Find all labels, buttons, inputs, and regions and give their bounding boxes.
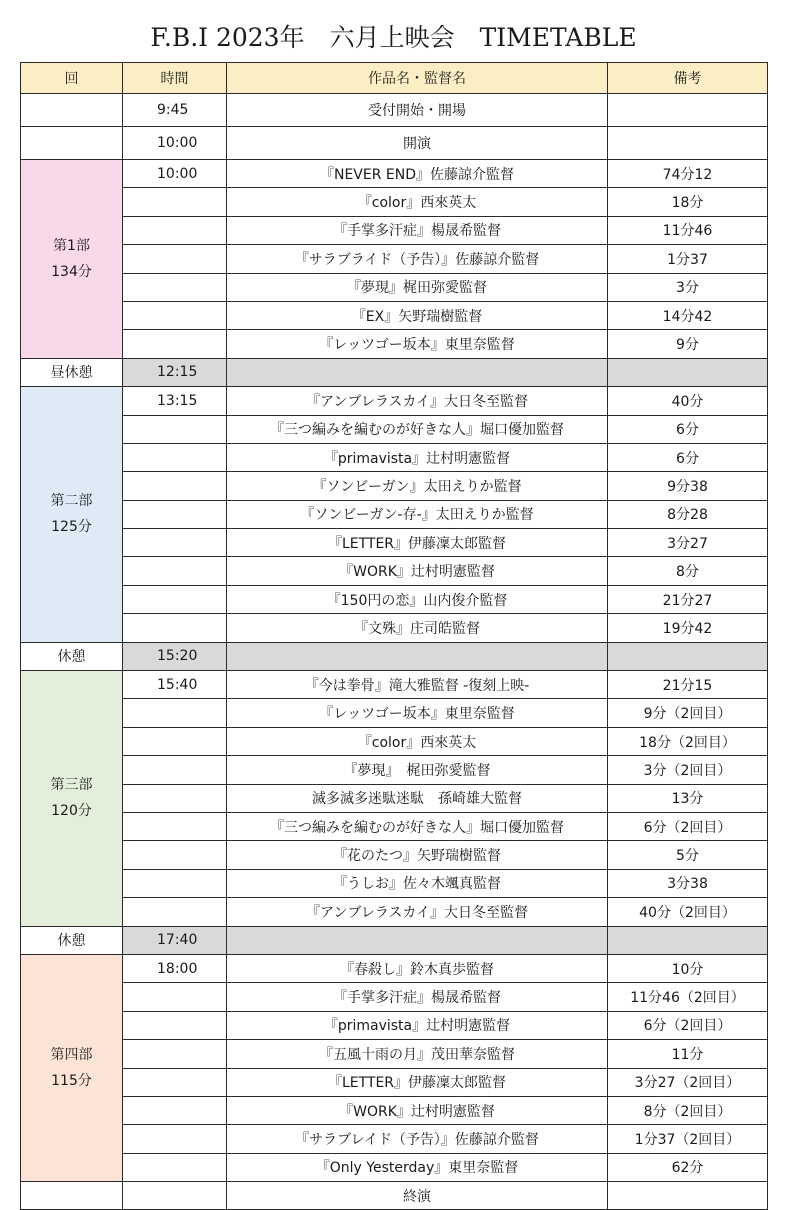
table-row — [21, 415, 768, 443]
note-cell — [608, 642, 768, 670]
note-cell: 13分 — [608, 784, 768, 812]
table-row — [21, 756, 768, 784]
time-cell — [123, 529, 227, 557]
work-cell: 『花のたつ』矢野瑞樹監督 — [227, 841, 608, 869]
table-row — [21, 330, 768, 358]
note-cell: 18分 — [608, 188, 768, 216]
time-cell: 15:40 — [123, 671, 227, 699]
work-cell: 『NEVER END』佐藤諒介監督 — [227, 160, 608, 188]
time-cell — [123, 245, 227, 273]
work-cell: 『LETTER』伊藤凜太郎監督 — [227, 1068, 608, 1096]
note-cell: 6分 — [608, 415, 768, 443]
time-cell — [123, 273, 227, 301]
note-cell: 11分46（2回目） — [608, 983, 768, 1011]
work-cell — [227, 358, 608, 386]
table-row — [21, 529, 768, 557]
table-row — [21, 1153, 768, 1181]
note-cell: 18分（2回目） — [608, 727, 768, 755]
work-cell: 『夢現』 梶田弥愛監督 — [227, 756, 608, 784]
header-note: 備考 — [608, 63, 768, 94]
end-row — [21, 1182, 768, 1210]
time-cell — [123, 614, 227, 642]
note-cell: 5分 — [608, 841, 768, 869]
work-cell: 『primavista』辻村明憲監督 — [227, 1011, 608, 1039]
note-cell — [608, 1182, 768, 1210]
work-cell: 『color』西來英太 — [227, 188, 608, 216]
time-cell — [123, 1040, 227, 1068]
work-cell: 『ソンビーガン』太田えりか監督 — [227, 472, 608, 500]
time-cell — [123, 472, 227, 500]
work-cell: 『WORK』辻村明憲監督 — [227, 1096, 608, 1124]
time-cell — [123, 330, 227, 358]
work-cell — [227, 926, 608, 954]
header-time: 時間 — [123, 63, 227, 94]
work-cell: 『WORK』辻村明憲監督 — [227, 557, 608, 585]
time-cell — [123, 557, 227, 585]
work-cell: 受付開始・開場 — [227, 94, 608, 127]
work-cell: 『手掌多汗症』楊晟希監督 — [227, 983, 608, 1011]
note-cell: 8分28 — [608, 500, 768, 528]
note-cell: 14分42 — [608, 301, 768, 329]
table-row — [21, 500, 768, 528]
table-row — [21, 898, 768, 926]
table-row — [21, 188, 768, 216]
note-cell: 8分（2回目） — [608, 1096, 768, 1124]
kai-cell — [21, 1182, 123, 1210]
time-cell: 9:45 — [123, 94, 227, 127]
work-cell: 『うしお』佐々木颯真監督 — [227, 869, 608, 897]
note-cell: 6分（2回目） — [608, 812, 768, 840]
section-duration: 125分 — [51, 519, 92, 536]
note-cell: 9分（2回目） — [608, 699, 768, 727]
table-row — [21, 983, 768, 1011]
pre-row — [21, 94, 768, 127]
time-cell — [123, 756, 227, 784]
header-work: 作品名・監督名 — [227, 63, 608, 94]
note-cell — [608, 358, 768, 386]
note-cell: 3分 — [608, 273, 768, 301]
work-cell: 『150円の恋』山内俊介監督 — [227, 585, 608, 613]
section-name: 第二部 — [50, 493, 93, 510]
kai-cell — [21, 94, 123, 127]
table-row — [21, 585, 768, 613]
note-cell: 3分38 — [608, 869, 768, 897]
table-row — [21, 812, 768, 840]
work-cell: 『レッツゴー坂本』東里奈監督 — [227, 330, 608, 358]
time-cell: 18:00 — [123, 954, 227, 982]
work-cell: 『アンブレラスカイ』大日冬至監督 — [227, 387, 608, 415]
work-cell: 『ソンビーガン-存-』太田えりか監督 — [227, 500, 608, 528]
section-name: 第1部 — [53, 237, 90, 254]
table-row — [21, 301, 768, 329]
note-cell — [608, 127, 768, 160]
note-cell: 9分38 — [608, 472, 768, 500]
break-label: 休憩 — [21, 926, 123, 954]
note-cell: 10分 — [608, 954, 768, 982]
time-cell — [123, 301, 227, 329]
break-time: 12:15 — [123, 358, 227, 386]
time-cell — [123, 1096, 227, 1124]
section-duration: 120分 — [51, 803, 92, 820]
table-row — [21, 841, 768, 869]
work-cell: 『五風十雨の月』茂田華奈監督 — [227, 1040, 608, 1068]
time-cell — [123, 727, 227, 755]
table-row — [21, 614, 768, 642]
time-cell — [123, 699, 227, 727]
end-label: 終演 — [227, 1182, 608, 1210]
note-cell: 1分37 — [608, 245, 768, 273]
header-kai: 回 — [21, 63, 123, 94]
work-cell: 『EX』矢野瑞樹監督 — [227, 301, 608, 329]
table-row — [21, 699, 768, 727]
note-cell: 11分 — [608, 1040, 768, 1068]
section-cell — [21, 954, 123, 1181]
time-cell — [123, 841, 227, 869]
table-row — [21, 869, 768, 897]
time-cell: 10:00 — [123, 127, 227, 160]
time-cell: 10:00 — [123, 160, 227, 188]
kai-cell — [21, 127, 123, 160]
break-label: 休憩 — [21, 642, 123, 670]
work-cell: 『春殺し』鈴木真歩監督 — [227, 954, 608, 982]
break-row — [21, 358, 768, 386]
table-row — [21, 273, 768, 301]
section-name: 第三部 — [50, 777, 93, 794]
table-row — [21, 245, 768, 273]
break-row — [21, 642, 768, 670]
section-duration: 134分 — [51, 263, 92, 280]
note-cell: 9分 — [608, 330, 768, 358]
table-row — [21, 472, 768, 500]
note-cell: 6分（2回目） — [608, 1011, 768, 1039]
time-cell — [123, 415, 227, 443]
time-cell — [123, 869, 227, 897]
work-cell: 開演 — [227, 127, 608, 160]
work-cell: 『サラブライド（予告）』佐藤諒介監督 — [227, 245, 608, 273]
section-cell — [21, 671, 123, 927]
note-cell — [608, 926, 768, 954]
work-cell: 滅多滅多迷駄迷駄 孫崎雄大監督 — [227, 784, 608, 812]
timetable — [20, 62, 768, 1210]
note-cell: 1分37（2回目） — [608, 1125, 768, 1153]
break-time: 15:20 — [123, 642, 227, 670]
table-row — [21, 1040, 768, 1068]
time-cell — [123, 1153, 227, 1181]
work-cell: 『color』西來英太 — [227, 727, 608, 755]
note-cell: 74分12 — [608, 160, 768, 188]
note-cell: 19分42 — [608, 614, 768, 642]
time-cell — [123, 812, 227, 840]
work-cell: 『三つ編みを編むのが好きな人』堀口優加監督 — [227, 415, 608, 443]
pre-row — [21, 127, 768, 160]
table-row — [21, 954, 768, 982]
note-cell: 40分 — [608, 387, 768, 415]
note-cell: 6分 — [608, 443, 768, 471]
note-cell: 62分 — [608, 1153, 768, 1181]
break-row — [21, 926, 768, 954]
table-row — [21, 727, 768, 755]
time-cell — [123, 1125, 227, 1153]
time-cell: 13:15 — [123, 387, 227, 415]
table-row — [21, 1068, 768, 1096]
table-row — [21, 443, 768, 471]
table-row — [21, 160, 768, 188]
note-cell: 21分15 — [608, 671, 768, 699]
table-row — [21, 557, 768, 585]
work-cell: 『文殊』庄司皓監督 — [227, 614, 608, 642]
table-row — [21, 1011, 768, 1039]
note-cell: 3分27（2回目） — [608, 1068, 768, 1096]
time-cell — [123, 898, 227, 926]
page-title: F.B.I 2023年 六月上映会 TIMETABLE — [150, 23, 637, 52]
table-row — [21, 784, 768, 812]
section-duration: 115分 — [51, 1073, 92, 1089]
time-cell — [123, 216, 227, 244]
time-cell — [123, 188, 227, 216]
note-cell: 3分27 — [608, 529, 768, 557]
time-cell — [123, 1182, 227, 1210]
section-name: 第四部 — [50, 1047, 93, 1063]
note-cell: 3分（2回目） — [608, 756, 768, 784]
work-cell: 『レッツゴー坂本』東里奈監督 — [227, 699, 608, 727]
time-cell — [123, 1011, 227, 1039]
note-cell: 21分27 — [608, 585, 768, 613]
work-cell: 『LETTER』伊藤凜太郎監督 — [227, 529, 608, 557]
break-time: 17:40 — [123, 926, 227, 954]
note-cell: 8分 — [608, 557, 768, 585]
time-cell — [123, 784, 227, 812]
time-cell — [123, 585, 227, 613]
table-row — [21, 387, 768, 415]
note-cell — [608, 94, 768, 127]
table-row — [21, 671, 768, 699]
work-cell: 『夢現』梶田弥愛監督 — [227, 273, 608, 301]
note-cell: 40分（2回目） — [608, 898, 768, 926]
work-cell: 『アンブレラスカイ』大日冬至監督 — [227, 898, 608, 926]
table-row — [21, 1096, 768, 1124]
section-cell — [21, 387, 123, 643]
work-cell: 『手掌多汗症』楊晟希監督 — [227, 216, 608, 244]
header-row — [21, 63, 768, 94]
work-cell: 『今は拳骨』滝大雅監督 -復刻上映- — [227, 671, 608, 699]
time-cell — [123, 500, 227, 528]
note-cell: 11分46 — [608, 216, 768, 244]
work-cell: 『primavista』辻村明憲監督 — [227, 443, 608, 471]
section-cell — [21, 160, 123, 359]
table-row — [21, 1125, 768, 1153]
work-cell — [227, 642, 608, 670]
table-row — [21, 216, 768, 244]
time-cell — [123, 1068, 227, 1096]
time-cell — [123, 983, 227, 1011]
break-label: 昼休憩 — [21, 358, 123, 386]
work-cell: 『Only Yesterday』東里奈監督 — [227, 1153, 608, 1181]
time-cell — [123, 443, 227, 471]
work-cell: 『サラブレイド（予告）』佐藤諒介監督 — [227, 1125, 608, 1153]
work-cell: 『三つ編みを編むのが好きな人』堀口優加監督 — [227, 812, 608, 840]
